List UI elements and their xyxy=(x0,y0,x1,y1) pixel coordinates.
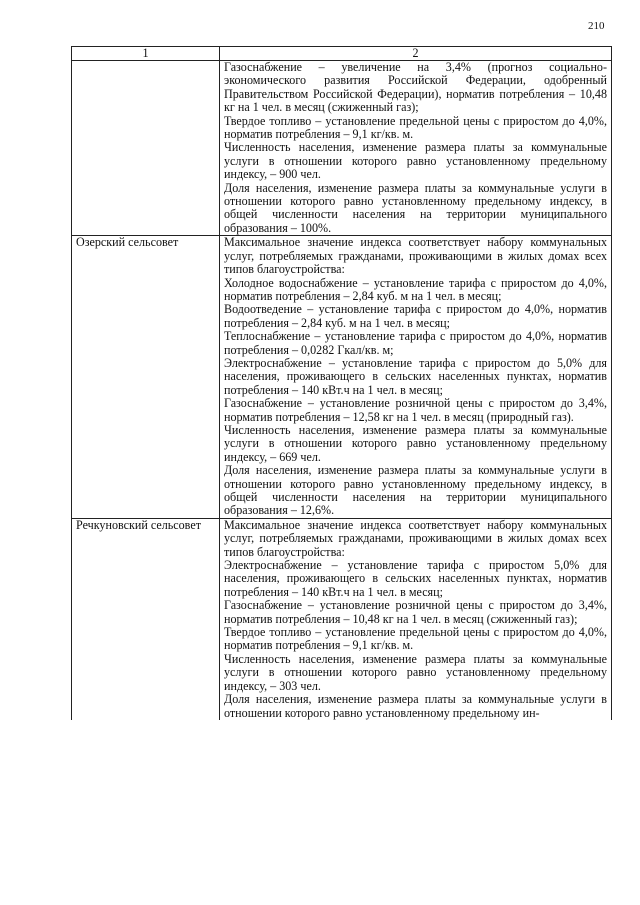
paragraph: Твердое топливо – установление предельной цены с приростом до 4,0%, норматив потребления – 9,1 кг/кв. м. xyxy=(224,113,607,142)
paragraph: Доля населения, изменение размера платы за коммунальные услуги в отношении которого равно установленному предельному индексу, в общей численности населения на территории муниципального образования – 100%. xyxy=(224,180,607,235)
paragraph: Газоснабжение – установление розничной цены с приростом до 3,4%, норматив потребления – 12,58 кг на 1 чел. в месяц (природный газ). xyxy=(224,396,607,424)
municipality-name: Озерский сельсовет xyxy=(72,236,220,519)
table-header-row xyxy=(72,47,612,61)
paragraph: Холодное водоснабжение – установление тарифа с приростом до 4,0%, норматив потребления – 2,84 куб. м на 1 чел. в месяц; xyxy=(224,275,607,303)
paragraph: Численность населения, изменение размера платы за коммунальные услуги в отношении которого равно установленному предельному индексу, – 900 чел. xyxy=(224,140,607,182)
paragraph: Твердое топливо – установление предельной цены с приростом до 4,0%, норматив потребления – 9,1 кг/кв. м. xyxy=(224,625,607,653)
paragraph: Численность населения, изменение размера платы за коммунальные услуги в отношении которого равно установленному предельному индексу, – 303 чел. xyxy=(224,651,607,693)
paragraph: Водоотведение – установление тарифа с приростом до 4,0%, норматив потребления – 2,84 куб. м на 1 чел. в месяц; xyxy=(224,302,607,330)
paragraph: Газоснабжение – установление розничной цены с приростом до 3,4%, норматив потребления – 10,48 кг на 1 чел. в месяц (сжиженный газ); xyxy=(224,598,607,626)
paragraph: Газоснабжение – увеличение на 3,4% (прогноз социально-экономического развития Российской Федерации, одобренный Правительством Российской Федерации), норматив потребления – 10,48 кг на 1 чел. в месяц (сжиженный газ); xyxy=(224,60,607,115)
row-description xyxy=(220,236,612,519)
paragraph: Теплоснабжение – установление тарифа с приростом до 4,0%, норматив потребления – 0,0282 Гкал/кв. м; xyxy=(224,329,607,357)
municipality-name xyxy=(72,61,220,236)
header-col-1: 1 xyxy=(72,47,220,61)
indices-table xyxy=(71,46,612,720)
paragraph: Максимальное значение индекса соответствует набору коммунальных услуг, потребляемых гражданами, проживающими в жилых домах всех типов благоустройства: xyxy=(224,517,607,559)
paragraph: Доля населения, изменение размера платы за коммунальные услуги в отношении которого равно установленному предельному ин- xyxy=(224,692,607,720)
table-row xyxy=(72,61,612,236)
paragraph: Электроснабжение – установление тарифа с приростом до 5,0% для населения, проживающего в сельских населенных пунктах, норматив потребления – 140 кВт.ч на 1 чел. в месяц; xyxy=(224,355,607,397)
paragraph: Доля населения, изменение размера платы за коммунальные услуги в отношении которого равно установленному предельному индексу, в общей численности населения на территории муниципального образования – 12,6%. xyxy=(224,463,607,518)
paragraph: Численность населения, изменение размера платы за коммунальные услуги в отношении которого равно установленному предельному индексу, – 669 чел. xyxy=(224,422,607,464)
page-number: 210 xyxy=(588,20,605,32)
paragraph: Максимальное значение индекса соответствует набору коммунальных услуг, потребляемых гражданами, проживающими в жилых домах всех типов благоустройства: xyxy=(224,235,607,277)
row-description xyxy=(220,518,612,720)
row-description xyxy=(220,61,612,236)
header-col-2: 2 xyxy=(220,47,612,61)
paragraph: Электроснабжение – установление тарифа с приростом 5,0% для населения, проживающего в сельских населенных пунктах, норматив потребления – 140 кВт.ч на 1 чел. в месяц; xyxy=(224,558,607,599)
table-row xyxy=(72,518,612,720)
municipality-name: Речкуновский сельсовет xyxy=(72,518,220,720)
table-row xyxy=(72,236,612,519)
